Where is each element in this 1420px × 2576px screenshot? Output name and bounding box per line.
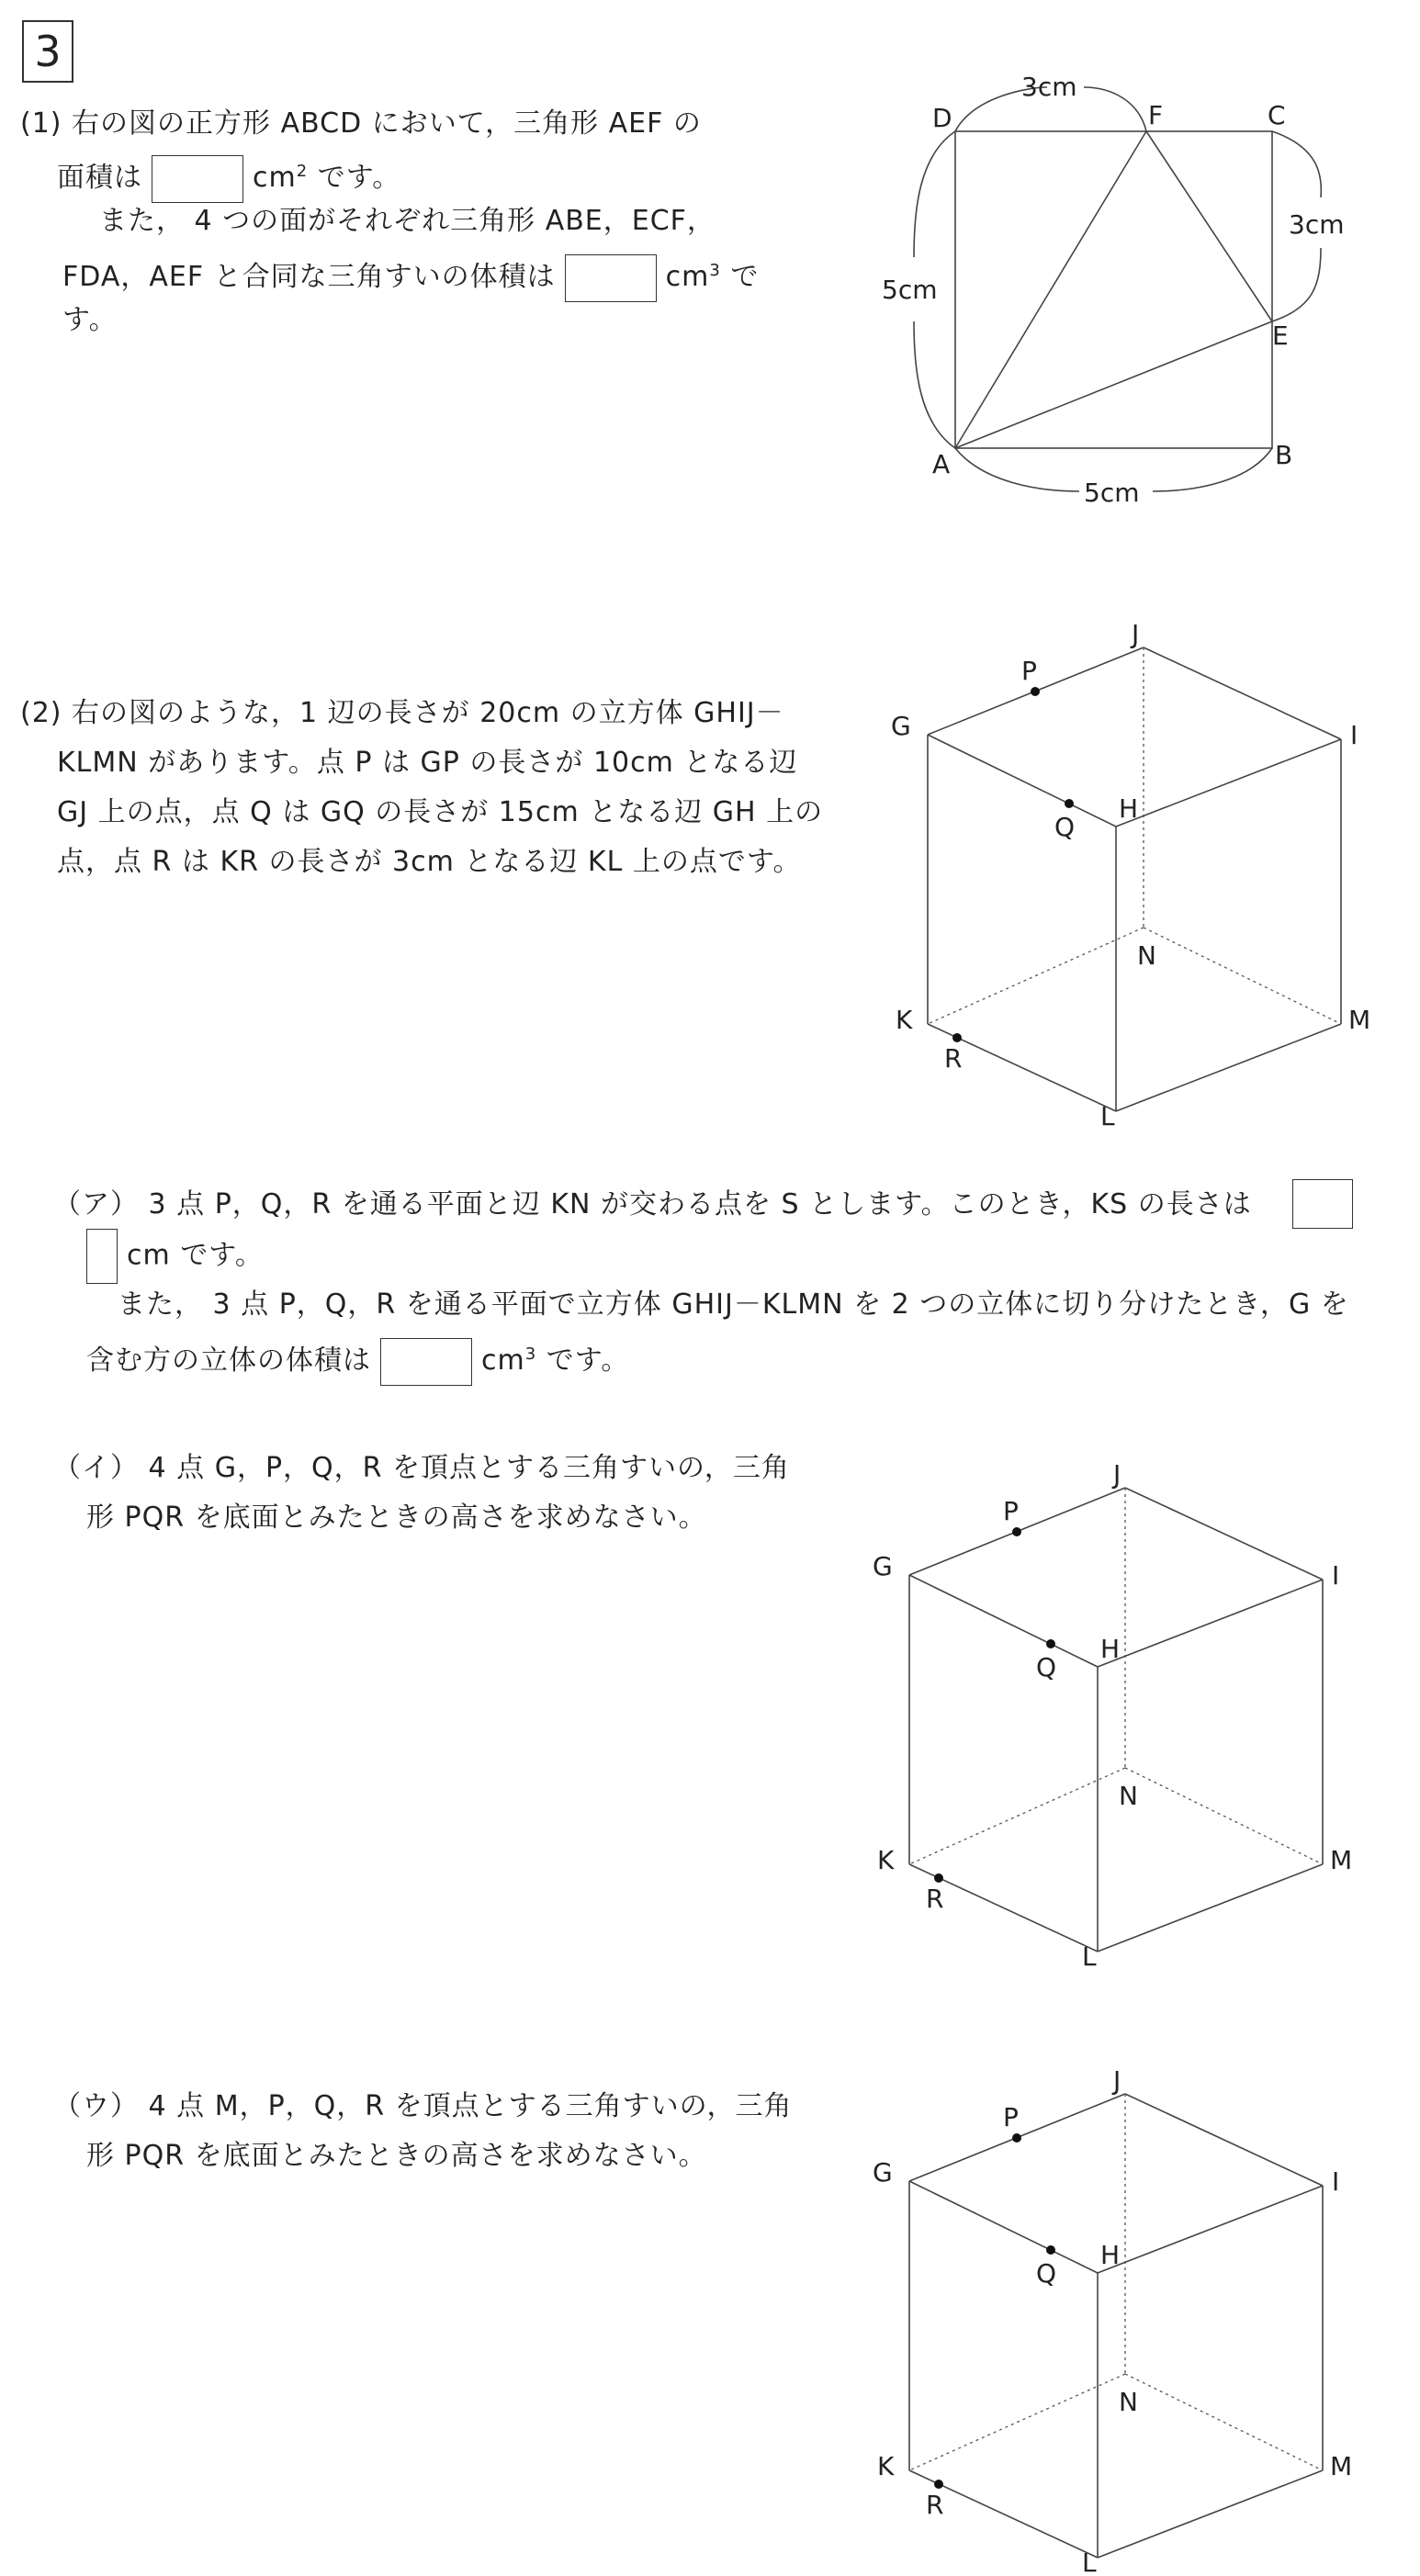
label-C: C [1268, 100, 1286, 130]
label-H: H [1100, 1634, 1121, 1664]
q1-line2-rest: です。 [308, 162, 401, 194]
point-Q [1046, 1639, 1055, 1648]
qu-line2: 形 PQR を底面とみたときの高さを求めなさい。 [86, 2140, 707, 2172]
dim-arc-ad-bottom [914, 321, 955, 448]
q2-line4: 点，点 R は KR の長さが 3cm となる辺 KL 上の点です。 [57, 846, 802, 878]
cube-figure-1 [882, 615, 1378, 1130]
label-J: J [1113, 2065, 1121, 2096]
qi-line2: 形 PQR を底面とみたときの高さを求めなさい。 [86, 1502, 707, 1534]
q1-line3: また， 4 つの面がそれぞれ三角形 ABE，ECF， [99, 205, 716, 237]
label-A: A [932, 449, 951, 479]
label-I: I [1350, 720, 1358, 750]
label-R: R [926, 2490, 944, 2520]
square-abcd [955, 131, 1272, 448]
label-M: M [1348, 1005, 1371, 1035]
q2-line1: (2) 右の図のような，1 辺の長さが 20cm の立方体 GHIJ－ [20, 697, 784, 729]
dim-arc-ad-top [914, 131, 955, 257]
label-M: M [1330, 1845, 1353, 1875]
point-P [1031, 687, 1040, 696]
dim-ad: 5cm [882, 275, 938, 305]
qa-line2-text: cm です。 [127, 1239, 264, 1272]
label-P: P [1021, 656, 1037, 686]
q1-unit-volume: cm [665, 261, 710, 293]
qa-line1 [53, 1180, 1252, 1230]
segment-ae [955, 321, 1272, 448]
label-N: N [1119, 1781, 1138, 1811]
point-R [952, 1033, 962, 1042]
q2-line2: KLMN があります。点 P は GP の長さが 10cm となる辺 [57, 747, 798, 779]
q1-line4 [62, 246, 759, 302]
qa-line4-pre: 含む方の立体の体積は [86, 1344, 371, 1377]
square-figure [863, 64, 1359, 523]
q1-line4-rest: で [720, 261, 760, 293]
qi-line1: （イ） 4 点 G，P，Q，R を頂点とする三角すいの，三角 [53, 1452, 790, 1484]
label-L: L [1082, 2548, 1097, 2576]
label-Q: Q [1036, 2258, 1057, 2289]
qa-line1-text: （ア） 3 点 P，Q，R を通る平面と辺 KN が交わる点を S とします。このとき，KS の長さは [53, 1188, 1252, 1221]
dim-arc-ce-bottom [1272, 248, 1321, 321]
label-K: K [896, 1005, 913, 1035]
problem-number: 3 [22, 20, 73, 83]
point-Q [1046, 2245, 1055, 2255]
dim-ab: 5cm [1084, 478, 1140, 508]
label-K: K [877, 1845, 895, 1875]
label-N: N [1137, 940, 1156, 971]
point-P [1012, 1527, 1021, 1536]
dim-arc-ce-top [1272, 131, 1321, 197]
dim-arc-df-right [1084, 87, 1146, 131]
label-E: E [1272, 321, 1289, 351]
dim-df: 3cm [1021, 72, 1077, 102]
label-P: P [1003, 1496, 1019, 1526]
label-K: K [877, 2451, 895, 2481]
q1-line2-pre: 面積は [57, 162, 142, 194]
qa-line3: また， 3 点 P，Q，R を通る平面で立方体 GHIJ－KLMN を 2 つの立体に切り分けたとき，G を [118, 1288, 1349, 1321]
qu-line1: （ウ） 4 点 M，P，Q，R を頂点とする三角すいの，三角 [53, 2090, 793, 2122]
qa-line4-rest: です。 [536, 1344, 630, 1377]
q2-line3: GJ 上の点，点 Q は GQ の長さが 15cm となる辺 GH 上の [57, 796, 824, 828]
label-H: H [1119, 793, 1139, 824]
answer-box-volume-g[interactable] [380, 1338, 472, 1386]
label-D: D [932, 103, 952, 133]
cube-figure-3 [863, 2062, 1359, 2576]
segment-af [955, 131, 1146, 448]
label-F: F [1148, 100, 1164, 130]
label-N: N [1119, 2387, 1138, 2417]
qa-unit-exp: 3 [524, 1344, 537, 1364]
label-B: B [1275, 440, 1293, 470]
label-J: J [1132, 619, 1140, 649]
q1-line1: (1) 右の図の正方形 ABCD において，三角形 AEF の [20, 107, 702, 140]
label-R: R [926, 1884, 944, 1914]
label-L: L [1100, 1101, 1115, 1130]
q1-line4-pre: FDA，AEF と合同な三角すいの体積は [62, 261, 556, 293]
point-R [934, 1873, 943, 1883]
label-G: G [873, 2157, 893, 2188]
dim-arc-ab-right [1153, 448, 1272, 491]
label-I: I [1332, 1560, 1340, 1591]
label-G: G [891, 711, 911, 741]
label-J: J [1113, 1459, 1121, 1490]
label-Q: Q [1036, 1652, 1057, 1682]
answer-box-volume[interactable] [565, 254, 657, 302]
qa-line4 [86, 1330, 629, 1386]
point-P [1012, 2133, 1021, 2143]
q1-line5: す。 [62, 304, 118, 336]
label-M: M [1330, 2451, 1353, 2481]
answer-box-ks-b[interactable] [86, 1229, 118, 1284]
label-R: R [944, 1043, 963, 1074]
label-G: G [873, 1551, 893, 1581]
dim-arc-ab-left [955, 448, 1079, 491]
qa-line2 [86, 1229, 264, 1284]
label-I: I [1332, 2166, 1340, 2197]
cube-figure-2 [863, 1456, 1359, 1970]
q1-line2 [57, 147, 400, 203]
answer-box-ks-a[interactable] [1292, 1179, 1353, 1229]
label-P: P [1003, 2102, 1019, 2132]
answer-box-area[interactable] [152, 155, 243, 203]
dim-ce: 3cm [1289, 209, 1345, 240]
q1-unit-area-exp: 2 [296, 162, 309, 181]
q1-unit-area: cm [253, 162, 297, 194]
label-Q: Q [1054, 812, 1076, 842]
segment-fe [1146, 131, 1272, 321]
q1-unit-volume-exp: 3 [709, 261, 721, 280]
label-L: L [1082, 1941, 1097, 1970]
label-H: H [1100, 2240, 1121, 2270]
point-R [934, 2480, 943, 2489]
point-Q [1065, 799, 1074, 808]
qa-unit: cm [481, 1344, 525, 1377]
